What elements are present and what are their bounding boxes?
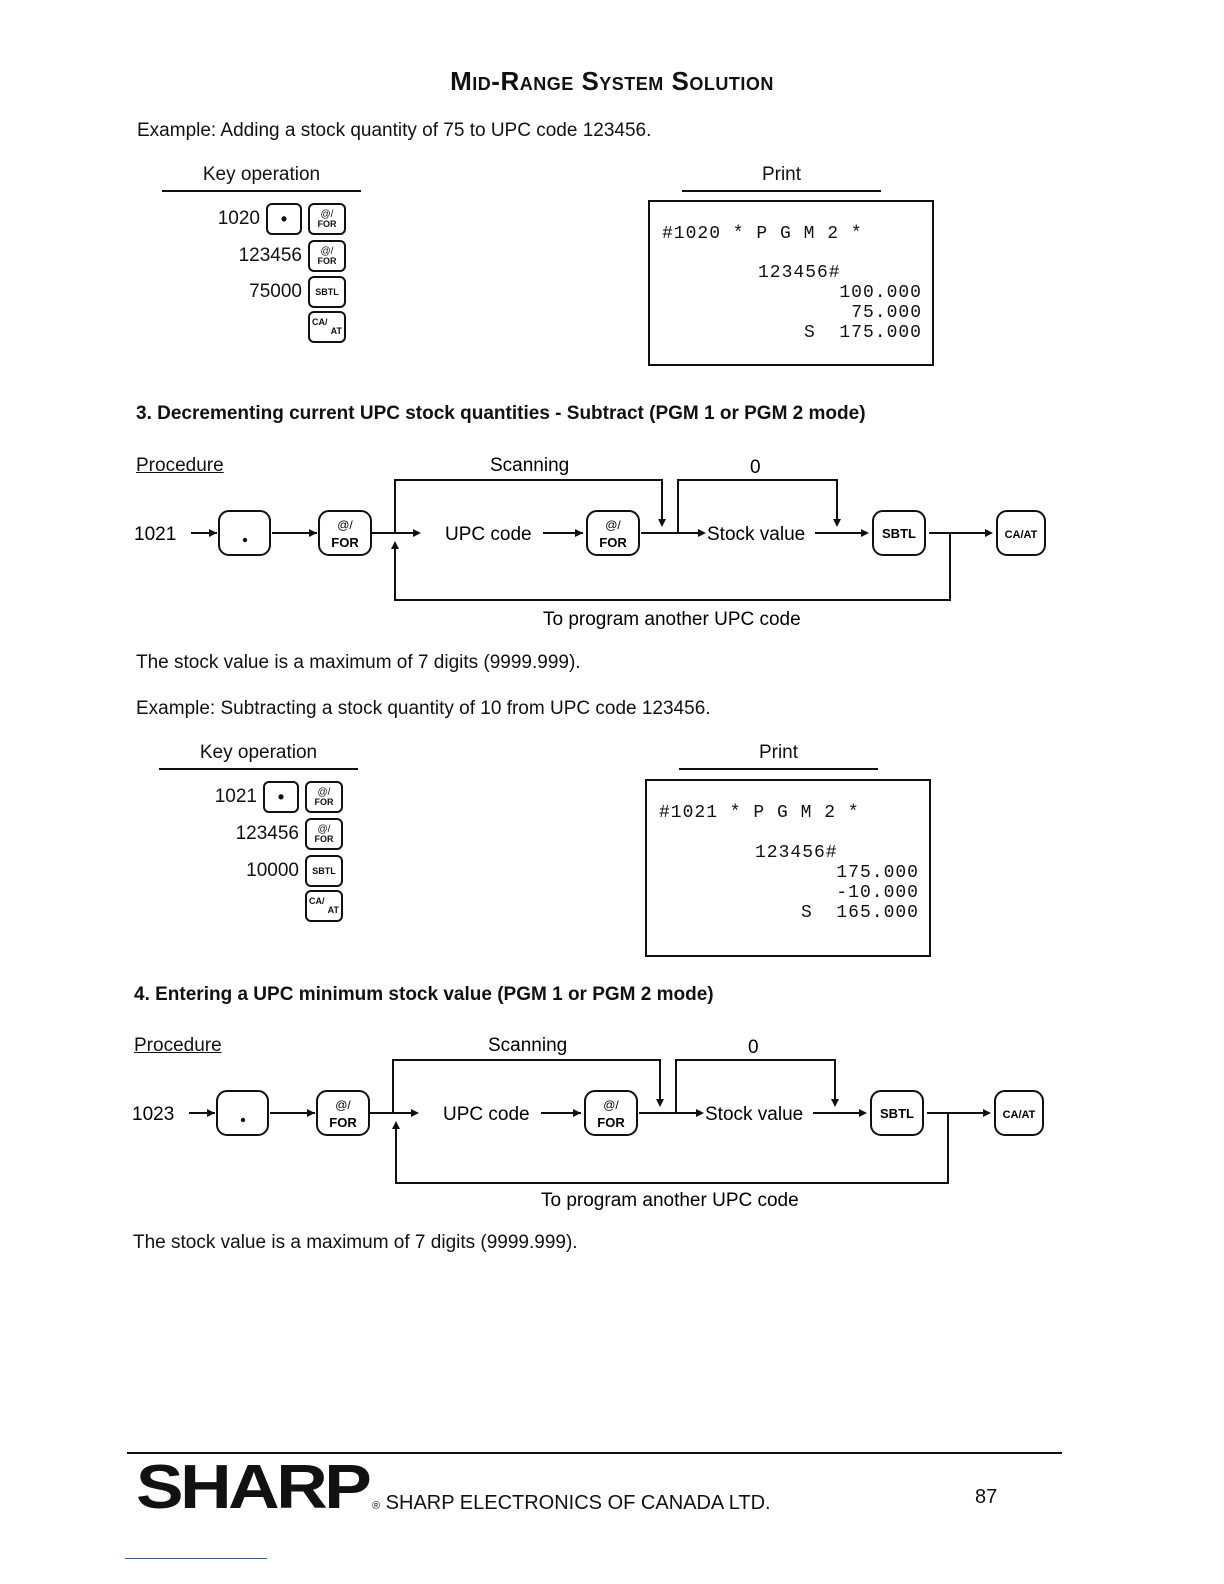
- key-row: [160, 203, 346, 235]
- print-label: Print: [679, 742, 878, 770]
- key-row-value: 10000: [246, 860, 299, 881]
- registered-mark: ®: [372, 1500, 381, 1512]
- caat-key-label: CA/AT: [1004, 529, 1038, 541]
- for-key[interactable]: @/ FOR: [308, 240, 346, 272]
- flow-loop-label: To program another UPC code: [541, 1190, 799, 1211]
- for-key-top: @/: [337, 518, 353, 532]
- sbtl-key[interactable]: SBTL: [305, 855, 343, 887]
- flow-zero-label: 0: [750, 457, 761, 478]
- receipt-header: #1020 * P G M 2 *: [662, 224, 863, 244]
- ca-at-key[interactable]: CA/ AT: [308, 311, 346, 343]
- key-row: [157, 818, 343, 850]
- key-row: [157, 890, 343, 922]
- procedure-label: Procedure: [136, 455, 224, 476]
- for-key-top: @/: [335, 1098, 351, 1112]
- receipt-total-prefix: S: [804, 323, 816, 343]
- receipt-line2: -10.000: [836, 883, 919, 903]
- page-title: Mid-Range System Solution: [450, 66, 774, 96]
- flow-stock-label: Stock value: [705, 1104, 804, 1125]
- dot-key[interactable]: •: [266, 203, 302, 235]
- for-key-bottom: FOR: [331, 535, 359, 550]
- flow-scanning-label: Scanning: [490, 455, 570, 476]
- sbtl-key-label: SBTL: [880, 1106, 914, 1121]
- sbtl-key-label: SBTL: [882, 526, 916, 541]
- key-row: [157, 781, 343, 813]
- receipt-total-prefix: S: [801, 903, 813, 923]
- for-key[interactable]: @/ FOR: [305, 818, 343, 850]
- procedure-flow-diagram: [125, 448, 1065, 638]
- flow-upc-label: UPC code: [443, 1104, 530, 1125]
- key-row-value: 1021: [214, 786, 257, 807]
- key-row: [160, 276, 346, 308]
- receipt-line1: 175.000: [836, 863, 919, 883]
- flow-stock-label: Stock value: [707, 524, 806, 545]
- procedure-label: Procedure: [134, 1035, 222, 1056]
- receipt-line1: 100.000: [839, 283, 922, 303]
- for-key-bottom: FOR: [329, 1115, 357, 1130]
- section3-heading: 3. Decrementing current UPC stock quantities - Subtract (PGM 1 or PGM 2 mode): [136, 403, 866, 424]
- for-key[interactable]: @/ FOR: [305, 781, 343, 813]
- footer-company: [372, 1492, 771, 1515]
- for-key-top: @/: [605, 518, 621, 532]
- key-row: [157, 855, 343, 887]
- key-row-value: 123456: [238, 245, 302, 266]
- for-key-bottom: FOR: [599, 535, 627, 550]
- for-key[interactable]: @/ FOR: [308, 203, 346, 235]
- ca-at-key[interactable]: CA/ AT: [305, 890, 343, 922]
- receipt-header: #1021 * P G M 2 *: [659, 803, 860, 823]
- section3-note: The stock value is a maximum of 7 digits (9999.999).: [136, 652, 581, 673]
- receipt-print: [648, 200, 934, 366]
- brand-logo: SHARP: [136, 1453, 369, 1522]
- key-row-value: 123456: [235, 823, 299, 844]
- page-number: 87: [975, 1486, 998, 1508]
- print-label: Print: [682, 164, 881, 192]
- receipt-line2: 75.000: [851, 303, 922, 323]
- key-row: [160, 240, 346, 272]
- receipt-print: [645, 779, 931, 957]
- flow-zero-label: 0: [748, 1037, 759, 1058]
- sbtl-key[interactable]: SBTL: [308, 276, 346, 308]
- section4-heading: 4. Entering a UPC minimum stock value (PGM 1 or PGM 2 mode): [134, 984, 714, 1005]
- receipt-total: 165.000: [836, 903, 919, 923]
- example1-text: Example: Adding a stock quantity of 75 to UPC code 123456.: [137, 120, 652, 141]
- section4-note: The stock value is a maximum of 7 digits (9999.999).: [133, 1232, 578, 1253]
- for-key-top: @/: [603, 1098, 619, 1112]
- key-row: [160, 311, 346, 343]
- key-row-value: 75000: [249, 281, 302, 302]
- flow-start-code: 1021: [134, 524, 177, 545]
- section3-example-text: Example: Subtracting a stock quantity of 10 from UPC code 123456.: [136, 698, 711, 719]
- key-operation-label: Key operation: [162, 164, 361, 192]
- receipt-total: 175.000: [839, 323, 922, 343]
- for-key-bottom: FOR: [597, 1115, 625, 1130]
- flow-start-code: 1023: [132, 1104, 175, 1125]
- receipt-upc: 123456#: [758, 263, 841, 283]
- company-name: SHARP ELECTRONICS OF CANADA LTD.: [385, 1492, 771, 1514]
- key-row-value: 1020: [217, 208, 260, 229]
- caat-key-label: CA/AT: [1002, 1109, 1036, 1121]
- flow-loop-label: To program another UPC code: [543, 609, 801, 630]
- bottom-rule: [125, 1558, 267, 1559]
- dot-key[interactable]: •: [263, 781, 299, 813]
- flow-upc-label: UPC code: [445, 524, 532, 545]
- flow-scanning-label: Scanning: [488, 1035, 568, 1056]
- key-operation-label: Key operation: [159, 742, 358, 770]
- procedure-flow-diagram: [123, 1028, 1063, 1218]
- receipt-upc: 123456#: [755, 843, 838, 863]
